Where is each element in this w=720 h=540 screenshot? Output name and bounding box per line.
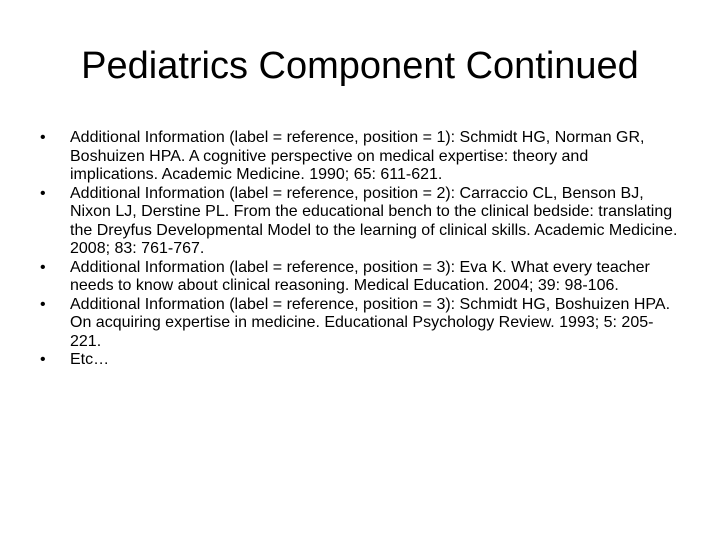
list-item: [40, 259, 680, 296]
bullet-icon: •: [40, 129, 46, 146]
reference-text: Additional Information (label = reference, position = 1): Schmidt HG, Norman GR, Boshuizen HPA. A cognitive perspective on medical expertise: theory and implications. Academic Medicine. 1990; 65: 611-621.: [70, 129, 645, 183]
bullet-icon: •: [40, 351, 46, 368]
bullet-list: [40, 129, 680, 370]
reference-text: Additional Information (label = reference, position = 3): Schmidt HG, Boshuizen HPA. On acquiring expertise in medicine. Educational Psychology Review. 1993; 5: 205-221.: [70, 295, 671, 350]
list-item: [40, 129, 680, 185]
list-item: [40, 351, 680, 370]
list-item: [40, 185, 680, 259]
slide-title: Pediatrics Component Continued: [81, 45, 639, 87]
reference-text: Additional Information (label = reference, position = 3): Eva K. What every teacher needs to know about clinical reasoning. Medical Education. 2004; 39: 98-106.: [70, 258, 650, 294]
reference-text: Etc…: [70, 351, 110, 368]
bullet-icon: •: [40, 258, 46, 276]
reference-text: Additional Information (label = reference, position = 2): Carraccio CL, Benson BJ, Nixon LJ, Derstine PL. From the educational bench to the clinical bedside: translating the Dreyfus Developmental Model to the learning of clinical skills. Academic Medicine. 2008; 83: 761-767.: [70, 184, 678, 257]
bullet-icon: •: [40, 184, 46, 202]
list-item: [40, 296, 680, 352]
bullet-icon: •: [40, 295, 46, 313]
